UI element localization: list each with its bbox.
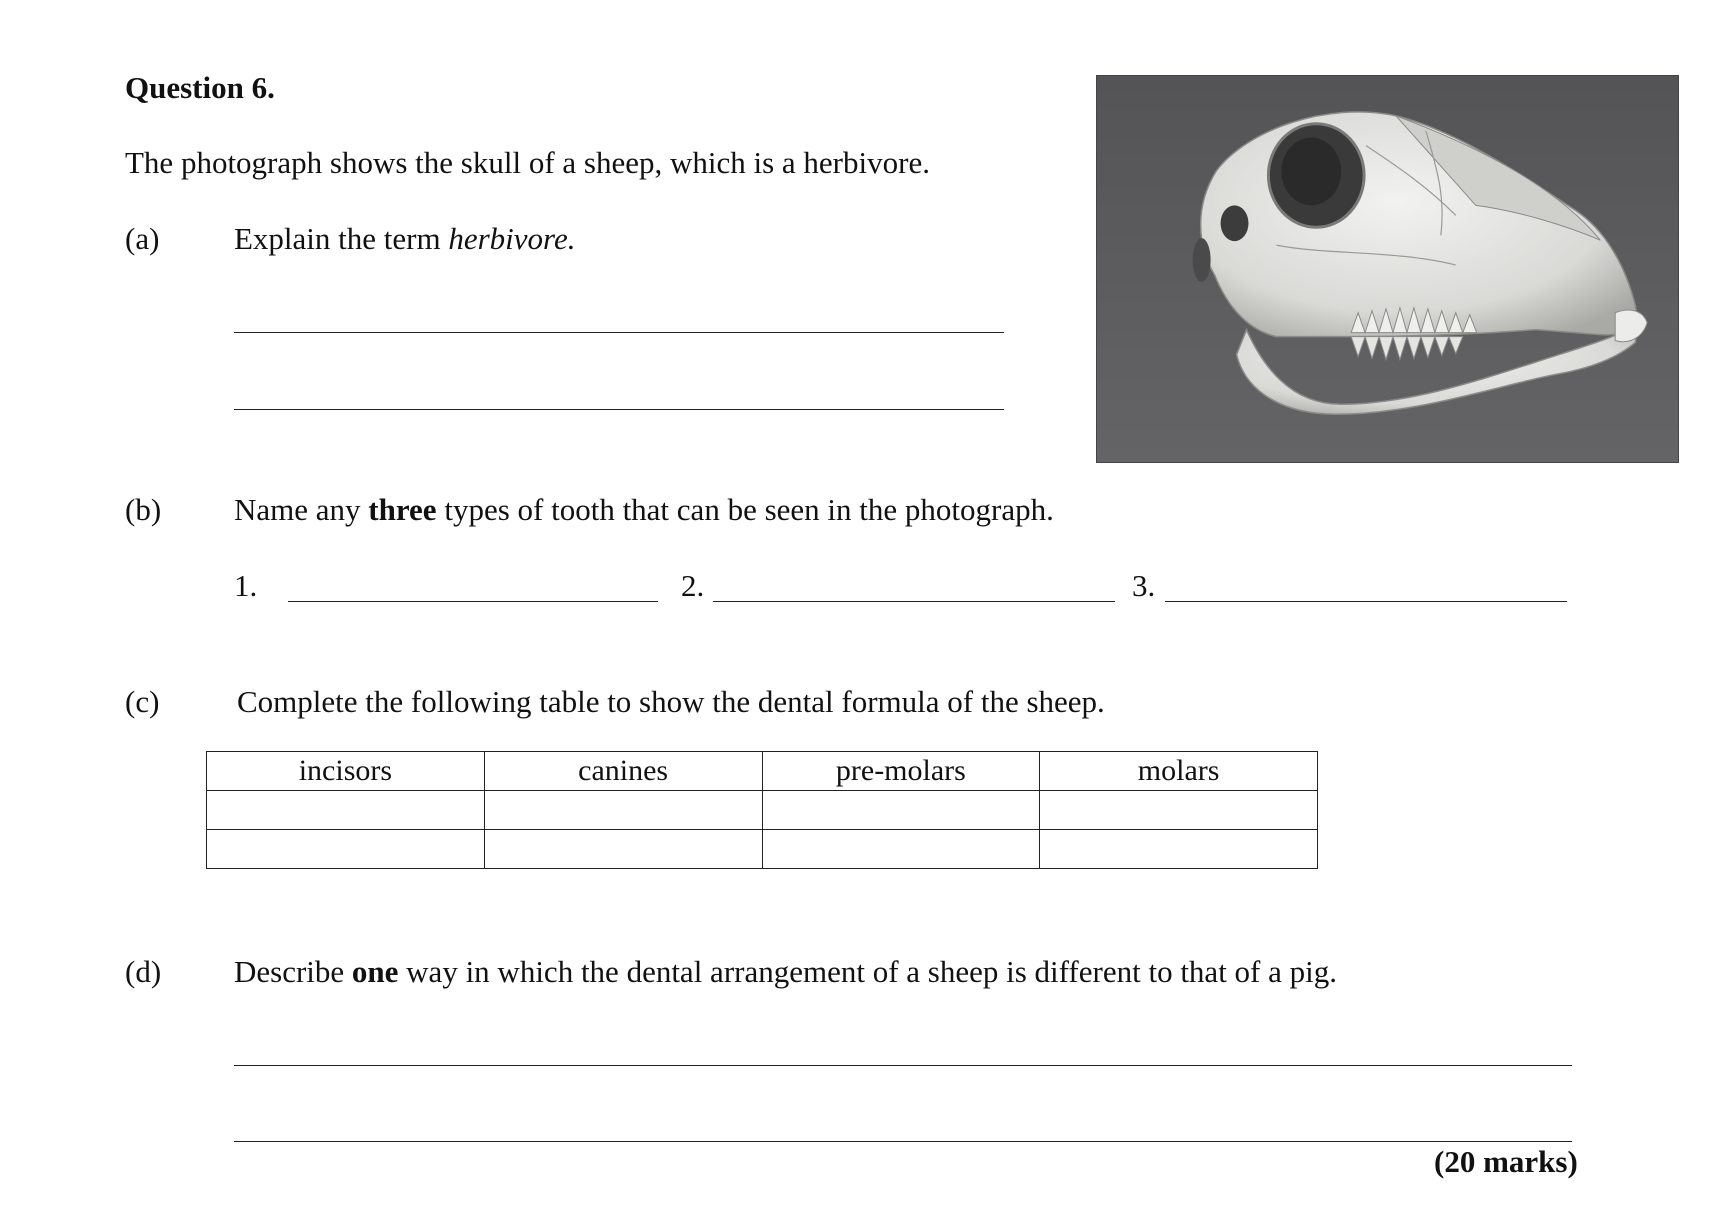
part-b-answer-line-1[interactable] [288,601,658,602]
header-pre-molars: pre-molars [762,752,1040,791]
header-canines: canines [484,752,762,791]
cell-lower-pre-molars[interactable] [762,830,1040,869]
part-a-answer-line-2[interactable] [234,409,1004,410]
part-d-answer-line-1[interactable] [234,1065,1572,1066]
total-marks: (20 marks) [1434,1144,1578,1179]
part-a-term: herbivore. [448,221,576,256]
question-title: Question 6. [125,70,275,105]
part-b-question [234,494,1054,525]
cell-upper-pre-molars[interactable] [762,791,1040,830]
part-c-label: (c) [125,684,160,719]
dental-formula-table [206,751,1318,869]
cell-lower-canines[interactable] [484,830,762,869]
part-a-question [234,223,575,254]
cell-upper-molars[interactable] [1040,791,1318,830]
part-d-answer-line-2[interactable] [234,1141,1572,1142]
sheep-skull-illustration [1097,76,1678,462]
part-a-text-prefix: Explain the term [234,221,449,256]
part-b-number-3: 3. [1132,568,1156,603]
part-d-question [234,956,1337,987]
cell-lower-incisors[interactable] [207,830,485,869]
sheep-skull-photo [1096,75,1679,463]
table-row [207,791,1318,830]
part-a-label: (a) [125,221,160,256]
part-c-question: Complete the following table to show the dental formula of the sheep. [237,684,1105,719]
cell-upper-canines[interactable] [484,791,762,830]
cell-upper-incisors[interactable] [207,791,485,830]
part-d-text-suffix: way in which the dental arrangement of a sheep is different to that of a pig. [398,954,1338,989]
cell-lower-molars[interactable] [1040,830,1318,869]
part-b-text-suffix: types of tooth that can be seen in the photograph. [436,492,1054,527]
header-molars: molars [1040,752,1318,791]
table-header-row [207,752,1318,791]
header-incisors: incisors [207,752,485,791]
part-b-answer-line-3[interactable] [1165,601,1567,602]
part-b-text-prefix: Name any [234,492,369,527]
part-b-text-bold: three [368,492,437,527]
part-b-number-1: 1. [234,568,258,603]
part-b-label: (b) [125,492,162,527]
question-intro: The photograph shows the skull of a sheep, which is a herbivore. [125,145,930,180]
part-b-number-2: 2. [681,568,705,603]
part-d-label: (d) [125,954,162,989]
table-row [207,830,1318,869]
part-d-text-bold: one [351,954,399,989]
part-b-answer-line-2[interactable] [713,601,1115,602]
part-a-answer-line-1[interactable] [234,332,1004,333]
part-d-text-prefix: Describe [234,954,352,989]
